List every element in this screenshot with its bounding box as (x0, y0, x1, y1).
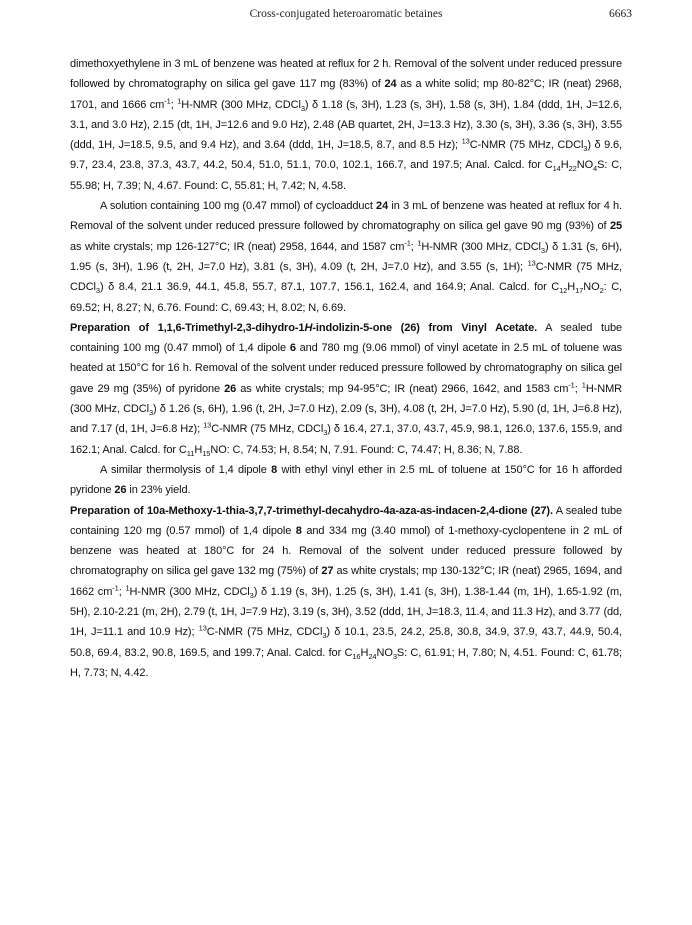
section-heading: Preparation of 10a-Methoxy-1-thia-3,7,7-trimethyl-decahydro-4a-aza-as-indacen-2,4-dione (27). (70, 504, 553, 517)
compound-number: 8 (295, 524, 302, 537)
text-run: ) δ 1.31 (s, 6H), 1.95 (s, 3H), 1.96 (t, 2H, J=7.0 Hz), 3.81 (s, 3H), 4.09 (t, 2H, J=7.0 Hz), and 3.55 (s, 1H); (70, 240, 622, 273)
subscript: 3 (583, 144, 588, 154)
compound-number: 25 (609, 220, 622, 233)
subscript: 3 (300, 103, 305, 113)
compound-number: 26 (224, 382, 237, 395)
text-run: A sealed tube containing 100 mg (0.47 mmol) of 1,4 dipole (70, 321, 622, 355)
subscript: 17 (575, 286, 584, 296)
text-run: ; (574, 382, 582, 395)
subscript: 3 (392, 651, 397, 661)
subscript: 2 (599, 286, 604, 296)
text-run: A similar thermolysis of 1,4 dipole (100, 463, 272, 476)
paragraph-compound-26-preparation (70, 318, 622, 460)
subscript: 14 (552, 164, 561, 174)
text-run: in 23% yield. (126, 484, 191, 497)
superscript: 13 (527, 258, 536, 268)
subscript: 24 (368, 651, 377, 661)
text-run: H-NMR (300 MHz, CDCl (181, 98, 301, 111)
compound-number: 26 (114, 484, 127, 497)
running-header (60, 8, 632, 26)
text-run: H (567, 281, 576, 294)
text-run: H (360, 646, 369, 659)
text-run: H-NMR (300 MHz, CDCl (70, 382, 622, 416)
text-run: ) δ 8.4, 21.1 36.9, 44.1, 45.8, 55.7, 87.1, 107.7, 156.1, 162.4, and 164.9; Anal. Calcd. for C (99, 281, 560, 294)
running-title: Cross-conjugated heteroaromatic betaines (249, 8, 443, 20)
superscript: -1 (404, 238, 411, 248)
heading-run: Preparation of 1,1,6-Trimethyl-2,3-dihydro-1 (70, 321, 305, 334)
subscript: 15 (202, 448, 211, 458)
superscript: 1 (581, 380, 586, 390)
experimental-section (70, 54, 622, 683)
superscript: 1 (417, 238, 422, 248)
subscript: 3 (323, 428, 328, 438)
text-run: with ethyl vinyl ether in 2.5 mL of toluene at 150°C for 16 h afforded pyridone (70, 463, 622, 497)
subscript: 3 (249, 590, 254, 600)
heading-run: -indolizin-5-one (26) from Vinyl Acetate. (312, 321, 538, 334)
compound-number: 24 (376, 200, 389, 213)
text-run: NO: C, 74.53; H, 8.54; N, 7.91. Found: C, 74.47; H, 8.36; N, 7.88. (210, 443, 523, 456)
compound-number: 8 (271, 463, 278, 476)
compound-number: 27 (321, 565, 334, 578)
subscript: 3 (540, 245, 545, 255)
compound-number: 6 (289, 342, 296, 355)
subscript: 16 (352, 651, 361, 661)
subscript: 3 (322, 631, 327, 641)
text-run: C-NMR (75 MHz, CDCl (211, 423, 324, 436)
text-run: and 334 mg (3.40 mmol) of 1-methoxy-cyclopentene in 2 mL of benzene was heated at 180°C for 24 h. Removal of the solvent under reduced pressure followed by chromatography on silica gel gave 132 mg (75%) of (70, 524, 623, 578)
text-run: : C, 69.52; H, 8.27; N, 6.76. Found: C, 69.43; H, 8.02; N, 6.69. (70, 281, 622, 314)
paragraph-compound-27-preparation (70, 501, 622, 684)
text-run: ) δ 16.4, 27.1, 37.0, 43.7, 45.9, 98.1, 126.0, 137.6, 155.9, and 162.1; Anal. Calcd. for C (70, 423, 622, 456)
subscript: 4 (593, 164, 598, 174)
text-run: NO (576, 159, 594, 172)
superscript: -1 (112, 583, 119, 593)
text-run: in 3 mL of benzene was heated at reflux for 4 h. Removal of the solvent under reduced pressure followed by chromatography on silica gel gave 90 mg (93%) of (70, 200, 622, 233)
text-run: C-NMR (75 MHz, CDCl (70, 260, 622, 294)
text-run: S: C, 55.98; H, 7.39; N, 4.67. Found: C, 55.81; H, 7.42; N, 4.58. (70, 159, 622, 192)
text-run: A sealed tube containing 120 mg (0.57 mmol) of 1,4 dipole (70, 504, 623, 537)
text-run: ) δ 9.6, 9.7, 23.4, 23.8, 37.3, 43.7, 44.2, 50.4, 51.0, 51.1, 70.0, 102.1, 166.7, and 197.5; Anal. Calcd. for C (70, 139, 623, 172)
section-heading (70, 322, 537, 334)
text-run: ; (118, 585, 126, 598)
text-run: H (560, 159, 569, 172)
text-run: and 780 mg (9.06 mmol) of vinyl acetate in 2.5 mL of toluene was heated at 150°C for 16 h. Removal of the solvent under reduced pressure followed by chromatography on silica gel gave 29 mg (35%) of pyridone (70, 342, 623, 395)
text-run: ) δ 1.26 (s, 6H), 1.96 (t, 2H, J=7.0 Hz), 2.09 (s, 3H), 4.08 (t, 2H, J=7.0 Hz), 5.90 (d, 1H, J=6.8 Hz), and 7.17 (d, 1H, J=6.8 Hz); (70, 403, 622, 436)
text-run: dimethoxyethylene in 3 mL of benzene was heated at reflux for 2 h. Removal of the solvent under reduced pressure followed by chromatography on silica gel gave 117 mg (83%) of (70, 58, 622, 91)
page-number: 6663 (609, 8, 632, 20)
superscript: 13 (461, 136, 470, 146)
paragraph-compound-25-data (70, 196, 622, 318)
superscript: 1 (125, 583, 130, 593)
subscript: 3 (95, 286, 100, 296)
heading-italic-run: H (304, 321, 313, 334)
text-run: ) δ 1.18 (s, 3H), 1.23 (s, 3H), 1.58 (s, 3H), 1.84 (ddd, 1H, J=12.6, 3.1, and 3.0 Hz), 2.15 (dt, 1H, J=12.6 and 9.0 Hz), 2.48 (AB quartet, 2H, J=13.3 Hz), 3.30 (s, 3H), 3.36 (s, 3H), 3.55 (ddd, 1H, J=18.5, 9.5, and 9.4 Hz), and 3.64 (ddd, 1H, J=18.5, 8.7, and 8.5 Hz); (70, 98, 623, 152)
text-run: ) δ 1.19 (s, 3H), 1.25 (s, 3H), 1.41 (s, 3H), 1.38-1.44 (m, 1H), 1.65-1.92 (m, 5H), 2.10-2.21 (m, 2H), 2.79 (t, 1H, J=7.9 Hz), 3.19 (s, 3H), 3.52 (ddd, 1H, J=18.3, 11.4, and 11.3 Hz), and 3.77 (dd, 1H, J=11.1 and 10.9 Hz); (70, 585, 622, 639)
text-run: H-NMR (300 MHz, CDCl (129, 585, 250, 598)
text-run: H (194, 443, 203, 456)
subscript: 11 (186, 448, 195, 458)
text-run: A solution containing 100 mg (0.47 mmol) of cycloadduct (100, 200, 377, 213)
text-run: as white crystals; mp 130-132°C; IR (neat) 2965, 1694, and 1662 cm (70, 565, 623, 598)
text-run: C-NMR (75 MHz, CDCl (206, 626, 323, 639)
text-run: H-NMR (300 MHz, CDCl (421, 240, 541, 253)
text-run: NO (583, 281, 600, 294)
text-run: as white crystals; mp 94-95°C; IR (neat) 2966, 1642, and 1583 cm (236, 382, 569, 395)
superscript: 13 (203, 420, 212, 430)
text-run: ) δ 10.1, 23.5, 24.2, 25.8, 30.8, 34.9, 37.9, 43.7, 44.9, 50.4, 50.8, 69.4, 83.2, 90.8, 169.5, and 199.7; Anal. Calcd. for C (70, 626, 623, 659)
superscript: -1 (164, 95, 171, 105)
compound-number: 24 (384, 78, 397, 91)
superscript: 13 (198, 623, 207, 633)
paragraph-thermolysis-note (70, 460, 622, 501)
subscript: 3 (148, 408, 154, 418)
superscript: 1 (177, 95, 182, 105)
superscript: -1 (568, 380, 575, 390)
subscript: 12 (559, 286, 568, 296)
text-run: ; (410, 240, 418, 253)
text-run: NO (376, 646, 393, 659)
paragraph-compound-24-data (70, 54, 622, 196)
text-run: as a white solid; mp 80-82°C; IR (neat) 2968, 1701, and 1666 cm (70, 78, 623, 111)
text-run: C-NMR (75 MHz, CDCl (469, 139, 584, 152)
text-run: ; (170, 98, 178, 111)
subscript: 22 (568, 164, 577, 174)
text-run: as white crystals; mp 126-127°C; IR (neat) 2958, 1644, and 1587 cm (70, 240, 405, 253)
text-run: S: C, 61.91; H, 7.80; N, 4.51. Found: C, 61.78; H, 7.73; N, 4.42. (70, 646, 622, 679)
